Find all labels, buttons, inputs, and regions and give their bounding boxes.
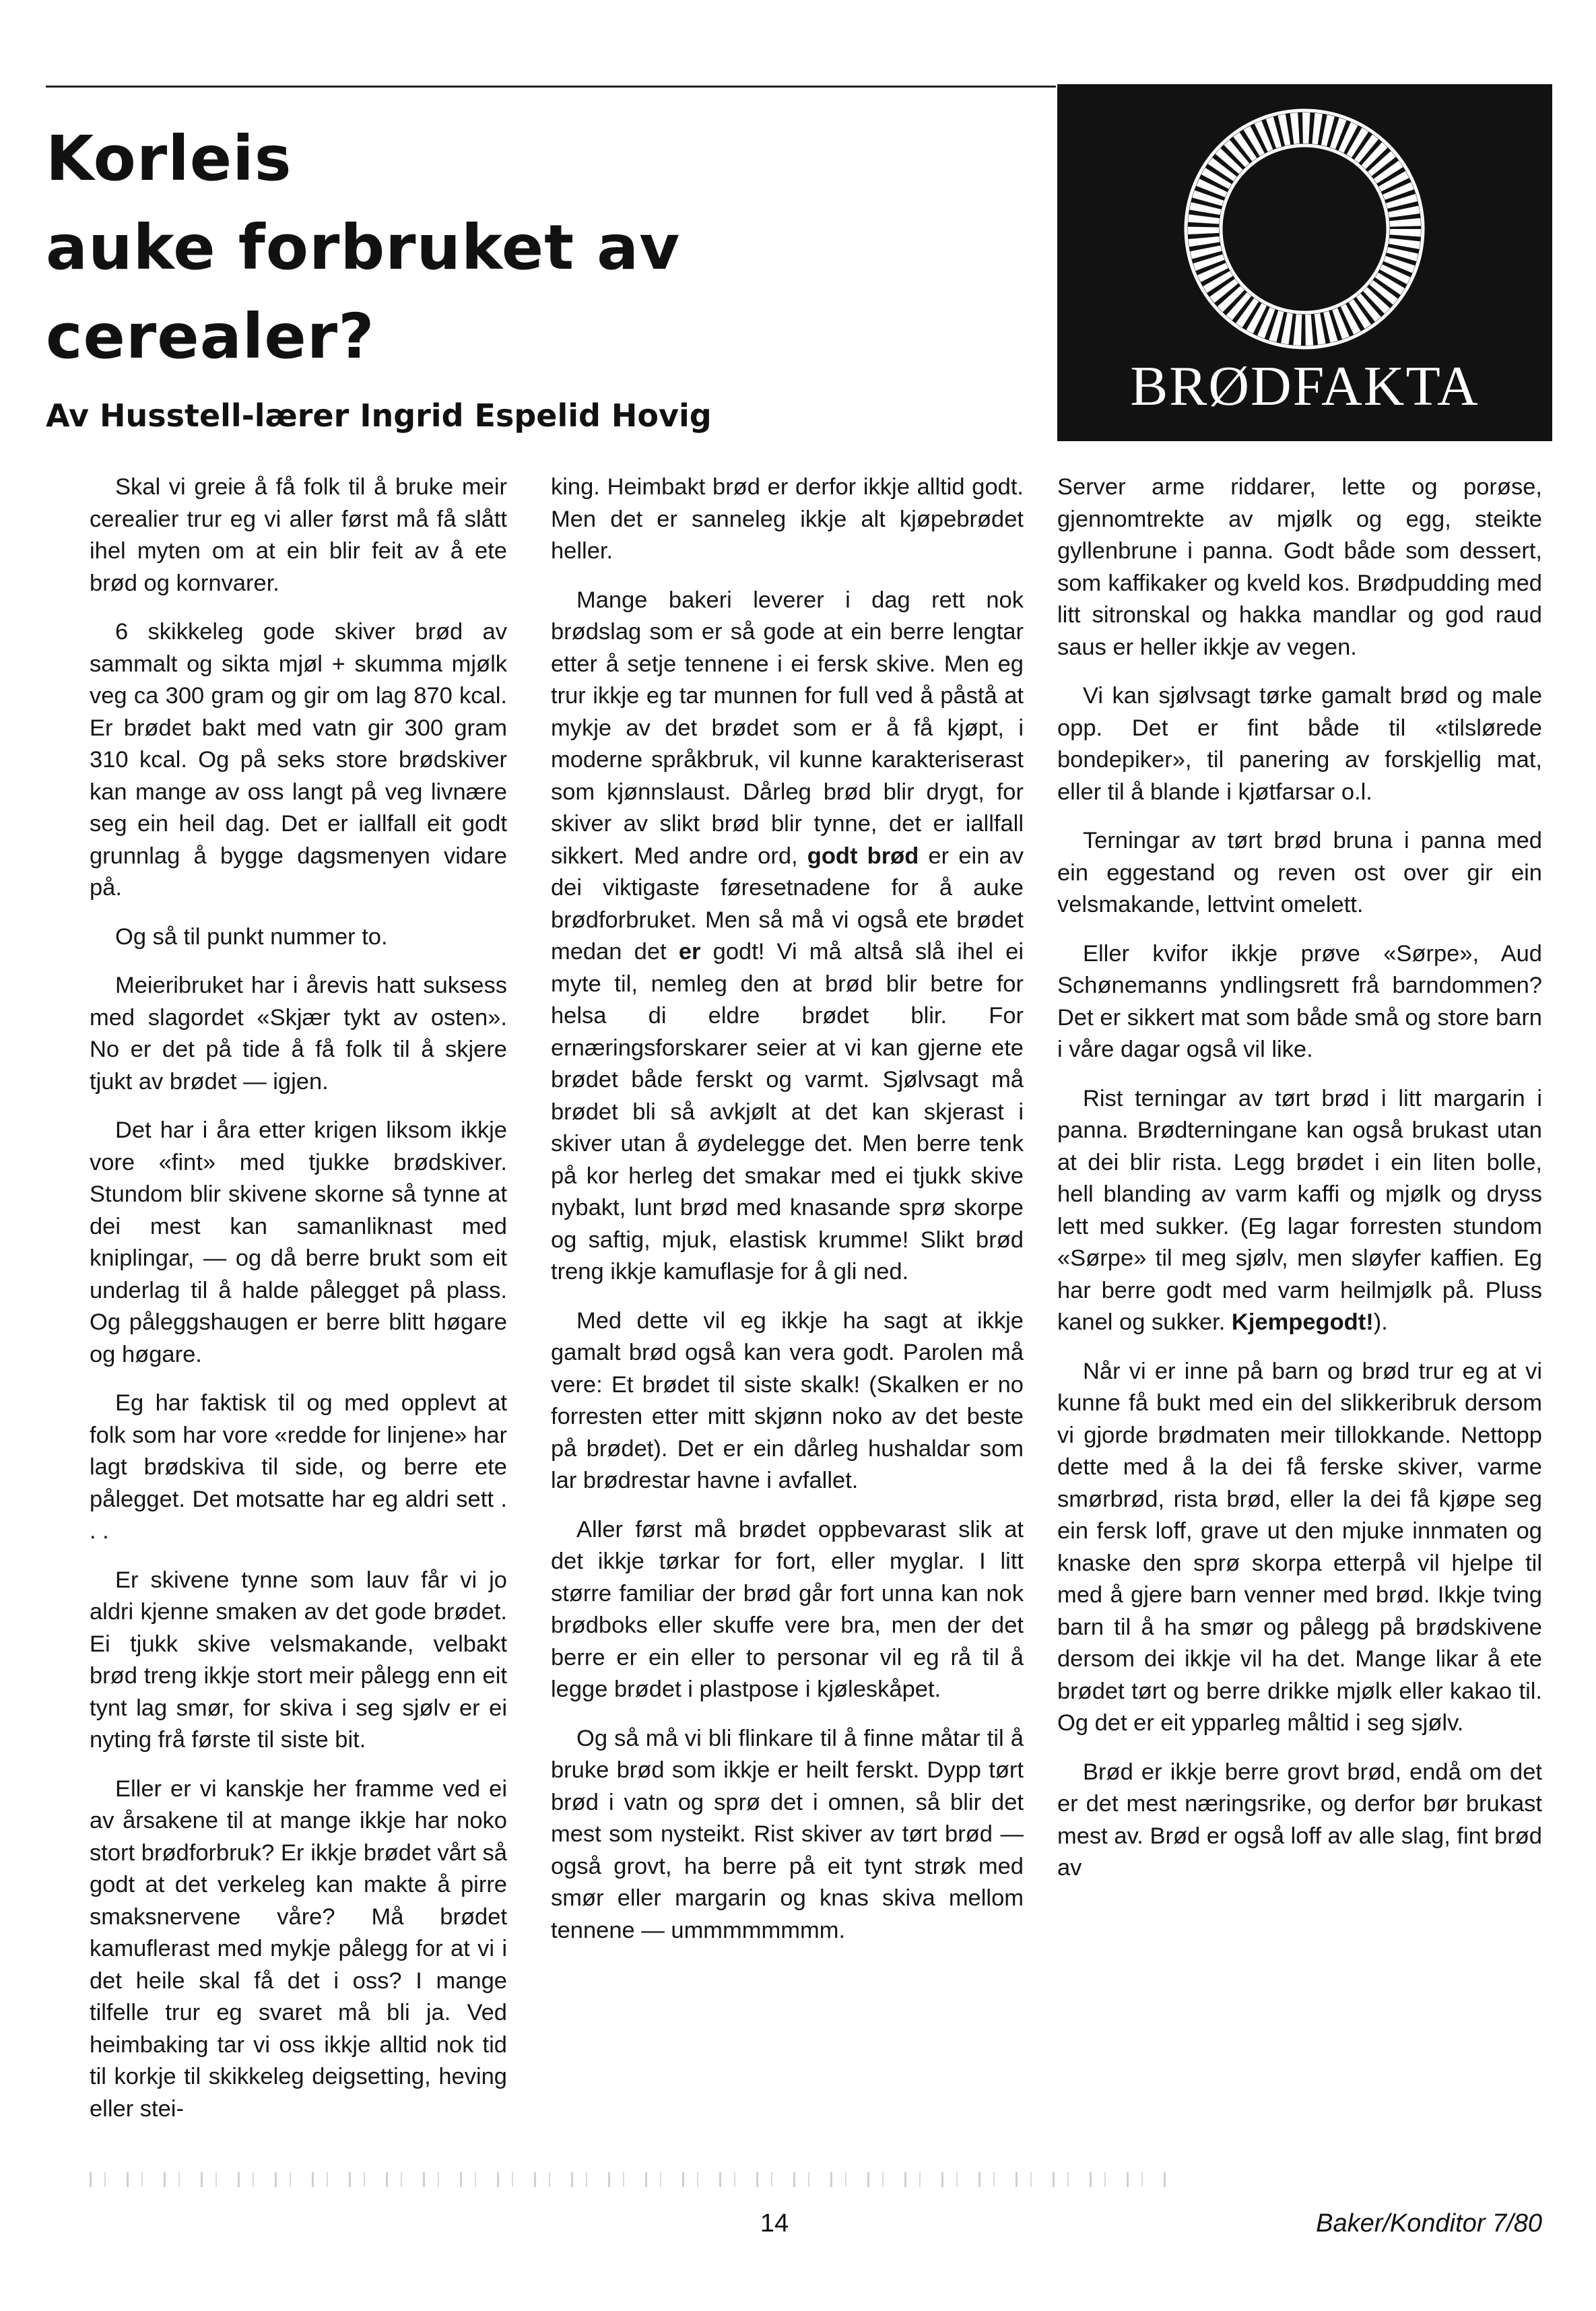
text-run: Rist terningar av tørt brød i litt margarin i panna. Brødterningane kan også brukast utan at dei blir rista. Legg brødet i ein liten bolle, hell blanding av varm kaffi og mjølk og dryss lett med sukker. (Eg lagar forresten stundom «Sørpe» til meg sjølv, men sløyfer kaffien. Eg har berre godt med varm heilmjølk på. Pluss kanel og sukker. — [1057, 1085, 1542, 1335]
logo-text: BRØDFAKTA — [1130, 355, 1479, 418]
paragraph: Når vi er inne på barn og brød trur eg at vi kunne få bukt med ein del slikkeribruk dersom vi gjorde brødmaten meir tillokkande. Nettopp dette med å la dei få ferske skiver, varme smørbrød, rista brød, eller la dei få kjøpe seg ein fersk loff, grave ut den mjuke innmaten og knaske den sprø skorpa etterpå vil hjelpe til med å gjere barn venner med brød. Ikkje tving barn til å ha smør og pålegg på brødskivene dersom dei ikkje vil ha det. Mange likar å ete brødet tørt og berre drikke mjølk eller kakao til. Og det er eit ypparleg måltid i seg sjølv. — [1057, 1358, 1542, 1736]
paragraph: Med dette vil eg ikkje ha sagt at ikkje gamalt brød også kan vera godt. Parolen må vere: Et brødet til siste skalk! (Skalken er no forresten etter mitt skjønn noko av det beste på brødet). Det er ein dårleg hushaldar som lar brødrestar havne i avfallet. — [551, 1307, 1024, 1493]
paragraph: Server arme riddarer, lette og porøse, gjennomtrekte av mjølk og egg, steikte gyllenbrune i panna. Godt både som dessert, som kaffikaker og kveld kos. Brødpudding med litt sitronskal og hakka mandlar og god raud saus er heller ikkje av vegen. — [1057, 474, 1542, 660]
paragraph: 6 skikkeleg gode skiver brød av sammalt og sikta mjøl + skumma mjølk veg ca 300 gram og gir om lag 870 kcal. Er brødet bakt med vatn gir 300 gram 310 kcal. Og på seks store brødskiver kan mange av oss langt på veg livnære seg ein heil dag. Det er iallfall eit godt grunnlag å bygge dagsmenyen vidare på. — [90, 619, 507, 901]
article-title — [46, 115, 1029, 381]
scan-artifact — [90, 2172, 1167, 2187]
paragraph: Er skivene tynne som lauv får vi jo aldri kjenne smaken av det gode brødet. Ei tjukk skive velsmakande, velbakt brød treng ikkje stort meir pålegg enn eit tynt lag smør, for skiva i seg sjølv er ei nyting frå første til siste bit. — [90, 1567, 507, 1753]
column-1 — [90, 471, 507, 2142]
paragraph: Aller først må brødet oppbevarast slik at det ikkje tørkar for fort, eller myglar. I litt større familiar der brød går fort unna kan nok brødboks eller skuffe vere bra, men der det berre er ein eller to personar vil eg rå til å legge brødet i plastpose i kjøleskåpet. — [551, 1516, 1024, 1702]
paragraph: king. Heimbakt brød er derfor ikkje alltid godt. Men det er sanneleg ikkje alt kjøpebrødet heller. — [551, 474, 1024, 564]
bold-text: Kjempegodt! — [1231, 1309, 1374, 1335]
paragraph: Eller er vi kanskje her framme ved ei av årsakene til at mange ikkje har noko stort brødforbruk? Er ikkje brødet vårt så godt at det verkeleg kan makte å pirre smaksnervene våre? Må brødet kamuflerast med mykje pålegg for at vi i det heile skal få det i oss? I mange tilfelle trur eg svaret må bli ja. Ved heimbaking tar vi oss ikkje alltid nok tid til korkje til skikkeleg deigsetting, heving eller stei- — [90, 1776, 507, 2122]
paragraph — [551, 585, 1024, 1289]
paragraph: Og så må vi bli flinkare til å finne måtar til å bruke brød som ikkje er heilt ferskt. Dypp tørt brød i vatn og sprø det i omnen, så blir det mest som nysteikt. Rist skiver av tørt brød — også grovt, ha berre på eit tynt strøk med smør eller margarin og knas skiva mellom tennene — ummmmmmmm. — [551, 1725, 1024, 1943]
bold-text: godt brød — [807, 843, 919, 869]
paragraph: Eller kvifor ikkje prøve «Sørpe», Aud Schønemanns yndlingsrett frå barndommen? Det er sikkert mat som både små og store barn i våre dagar også vil like. — [1057, 940, 1542, 1062]
wreath-icon — [1180, 104, 1429, 354]
title-line-2: auke forbruket av cerealer? — [46, 211, 681, 372]
paragraph: Eg har faktisk til og med opplevt at folk som har vore «redde for linjene» har lagt brødskiva til side, og berre ete pålegget. Det motsatte har eg aldri sett . . . — [90, 1390, 507, 1544]
column-2 — [551, 471, 1024, 1963]
title-line-1: Korleis — [46, 123, 292, 195]
paragraph: Vi kan sjølvsagt tørke gamalt brød og male opp. Det er fint både til «tilslørede bondepiker», til panering av forskjellig mat, eller til å blande i kjøtfarsar o.l. — [1057, 683, 1542, 805]
paragraph: Terningar av tørt brød bruna i panna med ein eggestand og reven ost over gir ein velsmakande, lettvint omelett. — [1057, 828, 1542, 917]
paragraph: Brød er ikkje berre grovt brød, endå om det er det mest næringsrike, og derfor bør brukast mest av. Brød er også loff av alle slag, fint brød av — [1057, 1759, 1542, 1881]
paragraph: Det har i åra etter krigen liksom ikkje vore «fint» med tjukke brødskiver. Stundom blir skivene skorne så tynne at dei mest kan samanliknast med kniplingar, — og då berre brukt som eit underlag til å halde pålegget på plass. Og påleggshaugen er berre blitt høgare og høgare. — [90, 1117, 507, 1367]
text-run: godt! Vi må altså slå ihel ei myte til, nemleg den at brød blir betre for helsa di eldre brødet blir. For ernæringsforskarer seier at vi kan gjerne ete brødet både ferskt og varmt. Sjølvsagt må brødet bli så avkjølt at det kan skjerast i skiver utan å øydelegge det. Men berre tenk på kor herleg det smakar med ei tjukk skive nybakt, lunt brød med knasande sprø skorpe og saftig, mjuk, elastisk krumme! Slikt brød treng ikkje kamuflasje for å gli ned. — [551, 939, 1024, 1284]
paragraph: Og så til punkt nummer to. — [115, 923, 388, 950]
text-run: Mange bakeri leverer i dag rett nok brødslag som er så gode at ein berre lengtar etter å setje tennene i ei fersk skive. Men eg trur ikkje eg tar munnen for full ved å påstå at mykje av det brødet som er å få kjøpt, i moderne språkbruk, vil kunne karakteriserast som kjønnslaust. Dårleg brød blir drygt, for skiver av slikt brød blir tynne, det er iallfall sikkert. Med andre ord, — [551, 587, 1024, 869]
top-rule — [46, 86, 1056, 88]
brodfakta-logo — [1057, 84, 1552, 441]
paragraph: Meieribruket har i årevis hatt suksess med slagordet «Skjær tykt av osten». No er det på tide å få folk til å skjere tjukt av brødet — igjen. — [90, 973, 507, 1095]
column-3 — [1057, 471, 1542, 1901]
bold-text: er — [678, 939, 701, 965]
paragraph: Skal vi greie å få folk til å bruke meir cerealier trur eg vi aller først må få slått ihel myten om at ein blir feit av å ete brød og kornvarer. — [90, 474, 507, 596]
publication-info: Baker/Konditor 7/80 — [1316, 2209, 1542, 2238]
paragraph — [1057, 1083, 1542, 1339]
text-run: ). — [1373, 1309, 1388, 1335]
byline: Av Husstell-lærer Ingrid Espelid Hovig — [46, 397, 712, 434]
text-run: er ein av dei viktigaste føresetnadene for å auke brødforbruket. Men så må vi også ete brødet medan det — [551, 843, 1024, 965]
page-number: 14 — [760, 2209, 789, 2238]
